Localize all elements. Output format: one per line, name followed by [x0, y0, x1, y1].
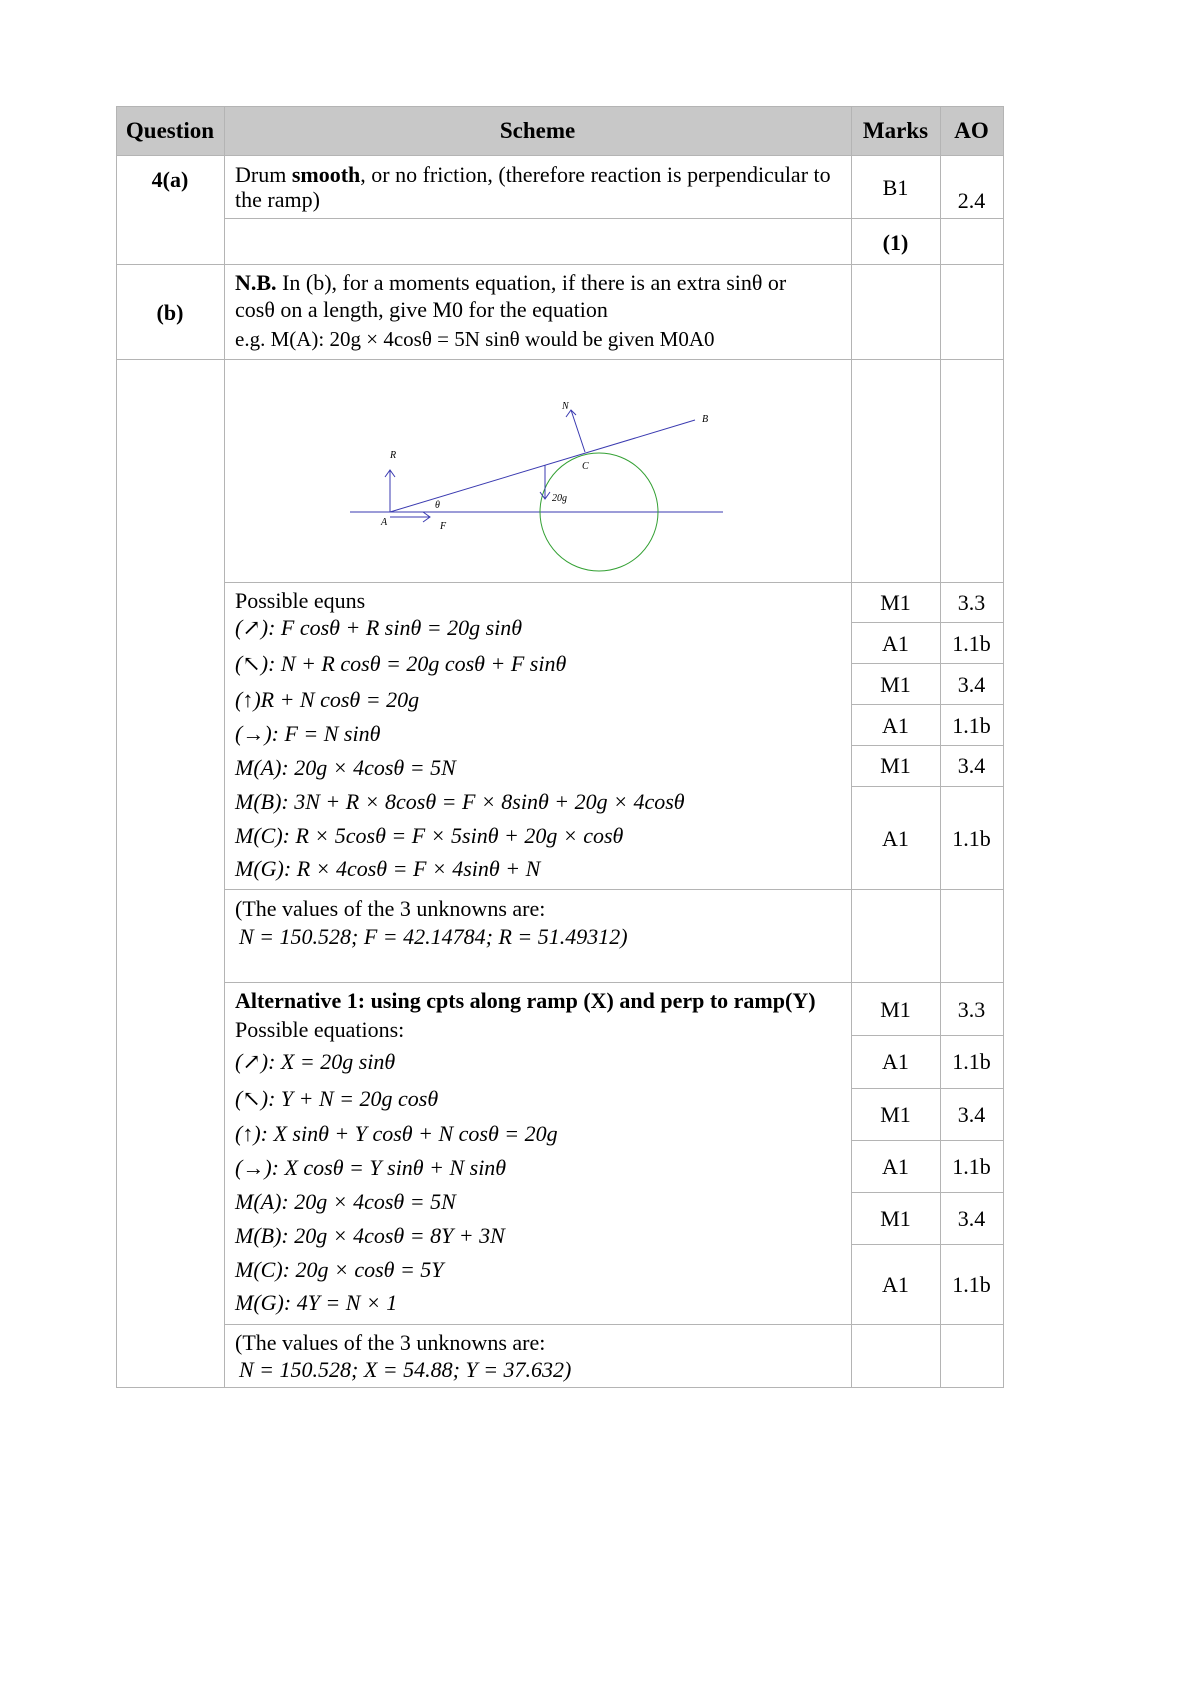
rule [224, 982, 1004, 983]
equation-line: M(C): R × 5cosθ = F × 5sinθ + 20g × cosθ [235, 823, 624, 848]
mark-cell: M1 [880, 997, 911, 1022]
equation-line: M(B): 3N + R × 8cosθ = F × 8sinθ + 20g × 4cosθ [235, 789, 685, 814]
rule [116, 106, 117, 1388]
mark-cell: A1 [882, 1049, 909, 1074]
equation-line: M(A): 20g × 4cosθ = 5N [235, 755, 456, 780]
rule [116, 1387, 1004, 1388]
question-label-b: (b) [156, 300, 184, 325]
mark-cell: M1 [880, 1206, 911, 1231]
rule [851, 1244, 1004, 1245]
values-line2: N = 150.528; F = 42.14784; R = 51.49312) [239, 924, 628, 949]
header-ao: AO [954, 118, 989, 143]
ao-cell: 1.1b [952, 1154, 991, 1179]
alt1-line: M(C): 20g × cosθ = 5Y [235, 1257, 444, 1282]
ramp-line [390, 420, 695, 512]
label-r: R [390, 450, 397, 461]
mark-cell: M1 [880, 590, 911, 615]
mark-cell: A1 [882, 1154, 909, 1179]
rule [851, 622, 1004, 623]
values-line1: (The values of the 3 unknowns are: [235, 896, 546, 921]
rule [1003, 106, 1004, 1388]
alt1-line: (↗): X = 20g sinθ [235, 1049, 396, 1074]
rule [224, 582, 1004, 583]
ao-cell: 1.1b [952, 1049, 991, 1074]
nb-line2: cosθ on a length, give M0 for the equation [235, 297, 608, 322]
values2-line2: N = 150.528; X = 54.88; Y = 37.632) [239, 1357, 572, 1382]
equation-line: (↖): N + R cosθ = 20g cosθ + F sinθ [235, 651, 567, 676]
part-a-total: (1) [882, 230, 909, 255]
question-label-4a: 4(a) [151, 167, 189, 192]
mark-cell: A1 [882, 713, 909, 738]
equation-line: (↑)R + N cosθ = 20g [235, 687, 420, 712]
equations-intro: Possible equns [235, 588, 366, 613]
ao-cell: 1.1b [952, 1272, 991, 1297]
label-n: N [562, 401, 569, 412]
alt1-line: (↑): X sinθ + Y cosθ + N cosθ = 20g [235, 1121, 558, 1146]
ao-cell: 3.4 [957, 1102, 986, 1127]
part-a-mark: B1 [882, 175, 909, 200]
header-scheme: Scheme [499, 118, 576, 143]
alt1-line: M(G): 4Y = N × 1 [235, 1290, 398, 1315]
label-theta: θ [435, 500, 440, 511]
rule [851, 106, 852, 1388]
alt1-heading: Alternative 1: using cpts along ramp (X) and perp to ramp(Y) [235, 988, 816, 1013]
header-marks: Marks [862, 118, 929, 143]
rule [224, 889, 1004, 890]
reaction-n-arrow [571, 410, 585, 452]
header-question: Question [125, 118, 215, 143]
rule [116, 106, 1004, 107]
rule [116, 359, 1004, 360]
rule [224, 218, 1004, 219]
ao-cell: 1.1b [952, 713, 991, 738]
rule [116, 155, 1004, 156]
nb-line3: e.g. M(A): 20g × 4cosθ = 5N sinθ would be given M0A0 [235, 327, 715, 351]
mark-cell: M1 [880, 1102, 911, 1127]
mark-cell: A1 [882, 631, 909, 656]
rule [224, 1324, 1004, 1325]
ramp-drum-diagram [340, 395, 740, 580]
part-a-ao: 2.4 [957, 188, 986, 213]
part-a-line1: Drum smooth, or no friction, (therefore reaction is perpendicular to [235, 162, 831, 187]
nb-line1: N.B. In (b), for a moments equation, if there is an extra sinθ or [235, 270, 787, 295]
label-c: C [582, 461, 589, 472]
mark-cell: M1 [880, 753, 911, 778]
rule [851, 1088, 1004, 1089]
rule [851, 1192, 1004, 1193]
equation-line: M(G): R × 4cosθ = F × 4sinθ + N [235, 856, 541, 881]
ao-cell: 3.4 [957, 753, 986, 778]
rule [851, 663, 1004, 664]
label-b: B [702, 414, 709, 425]
label-weight: 20g [552, 493, 567, 504]
part-a-line2: the ramp) [235, 187, 320, 212]
label-a: A [381, 517, 388, 528]
rule [851, 1140, 1004, 1141]
alt1-intro: Possible equations: [235, 1017, 405, 1042]
rule [851, 745, 1004, 746]
rule [851, 1035, 1004, 1036]
rule [116, 264, 1004, 265]
mark-cell: A1 [882, 826, 909, 851]
ao-cell: 1.1b [952, 826, 991, 851]
ao-cell: 3.3 [957, 590, 986, 615]
rule [851, 704, 1004, 705]
equation-line: (→): F = N sinθ [235, 721, 381, 746]
ao-cell: 3.4 [957, 1206, 986, 1231]
mark-cell: M1 [880, 672, 911, 697]
alt1-line: (→): X cosθ = Y sinθ + N sinθ [235, 1155, 507, 1180]
alt1-line: M(B): 20g × 4cosθ = 8Y + 3N [235, 1223, 505, 1248]
alt1-line: (↖): Y + N = 20g cosθ [235, 1086, 439, 1111]
equation-line: (↗): F cosθ + R sinθ = 20g sinθ [235, 615, 523, 640]
ao-cell: 3.3 [957, 997, 986, 1022]
rule [940, 106, 941, 1388]
rule [851, 786, 1004, 787]
values2-line1: (The values of the 3 unknowns are: [235, 1330, 546, 1355]
ao-cell: 3.4 [957, 672, 986, 697]
alt1-line: M(A): 20g × 4cosθ = 5N [235, 1189, 456, 1214]
ao-cell: 1.1b [952, 631, 991, 656]
rule [224, 106, 225, 1388]
mark-cell: A1 [882, 1272, 909, 1297]
label-f: F [440, 521, 447, 532]
